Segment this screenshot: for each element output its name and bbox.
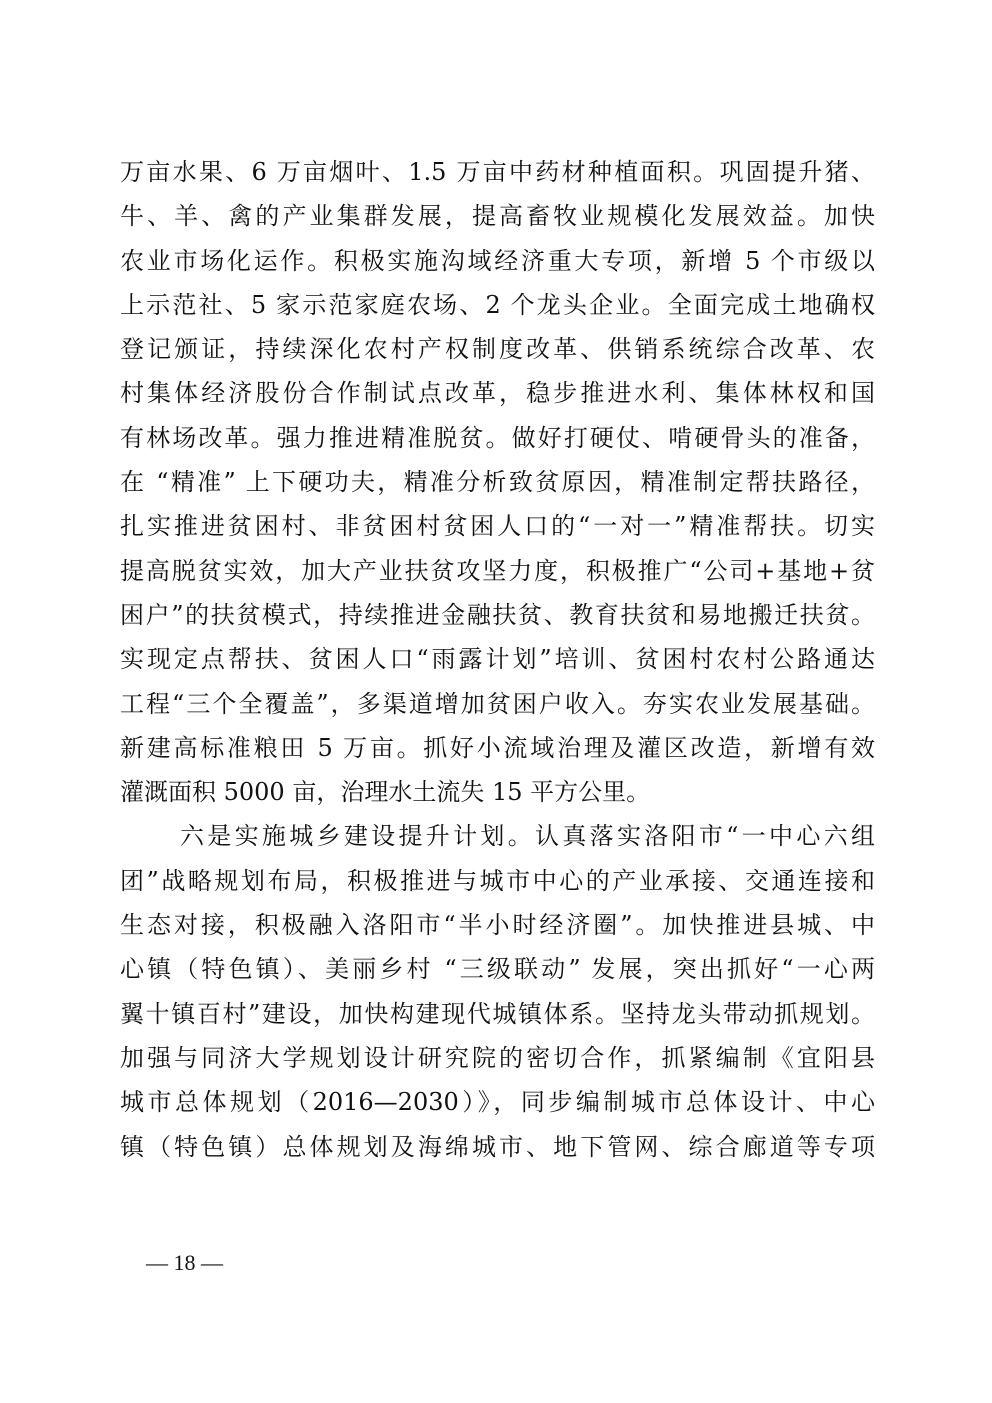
text-line: 工程“三个全覆盖”，多渠道增加贫困户收入。夯实农业发展基础。	[120, 689, 875, 718]
text-line: 生态对接，积极融入洛阳市“半小时经济圈”。加快推进县城、中	[120, 911, 875, 940]
text-line: 翼十镇百村”建设，加快构建现代城镇体系。坚持龙头带动抓规划。	[120, 999, 875, 1028]
text-line: 城市总体规划（2016—2030）》，同步编制城市总体设计、中心	[120, 1088, 875, 1117]
text-line: 在 “精准” 上下硬功夫，精准分析致贫原因，精准制定帮扶路径，	[120, 468, 875, 497]
text-line: 有林场改革。强力推进精准脱贫。做好打硬仗、啃硬骨头的准备，	[120, 423, 875, 452]
paragraph-first-line: 六是实施城乡建设提升计划。认真落实洛阳市“一中心六组	[180, 822, 875, 851]
text-line: 农业市场化运作。积极实施沟域经济重大专项，新增 5 个市级以	[120, 246, 875, 275]
text-line: 新建高标准粮田 5 万亩。抓好小流域治理及灌区改造，新增有效	[120, 733, 875, 762]
text-line: 登记颁证，持续深化农村产权制度改革、供销系统综合改革、农	[120, 335, 875, 364]
text-line: 镇（特色镇）总体规划及海绵城市、地下管网、综合廊道等专项	[120, 1132, 875, 1161]
text-line: 提高脱贫实效，加大产业扶贫攻坚力度，积极推广“公司+基地+贫	[120, 556, 875, 585]
body-text	[120, 150, 875, 1169]
text-line: 扎实推进贫困村、非贫困村贫困人口的“一对一”精准帮扶。切实	[120, 512, 875, 541]
text-line: 困户”的扶贫模式，持续推进金融扶贫、教育扶贫和易地搬迁扶贫。	[120, 600, 875, 629]
text-line: 上示范社、5 家示范家庭农场、2 个龙头企业。全面完成土地确权	[120, 290, 875, 319]
text-line: 村集体经济股份合作制试点改革，稳步推进水利、集体林权和国	[120, 379, 875, 408]
text-line: 团”战略规划布局，积极推进与城市中心的产业承接、交通连接和	[120, 866, 875, 895]
text-line: 实现定点帮扶、贫困人口“雨露计划”培训、贫困村农村公路通达	[120, 645, 875, 674]
text-line: 万亩水果、6 万亩烟叶、1.5 万亩中药材种植面积。巩固提升猪、	[120, 158, 875, 186]
text-line: 牛、羊、禽的产业集群发展，提高畜牧业规模化发展效益。加快	[120, 202, 875, 231]
text-line: 加强与同济大学规划设计研究院的密切合作，抓紧编制《宜阳县	[120, 1043, 875, 1072]
text-line: 心镇（特色镇）、美丽乡村 “三级联动” 发展，突出抓好“一心两	[120, 955, 875, 984]
text-line: 灌溉面积 5000 亩，治理水土流失 15 平方公里。	[120, 778, 651, 807]
page-number: — 18 —	[146, 1250, 223, 1275]
